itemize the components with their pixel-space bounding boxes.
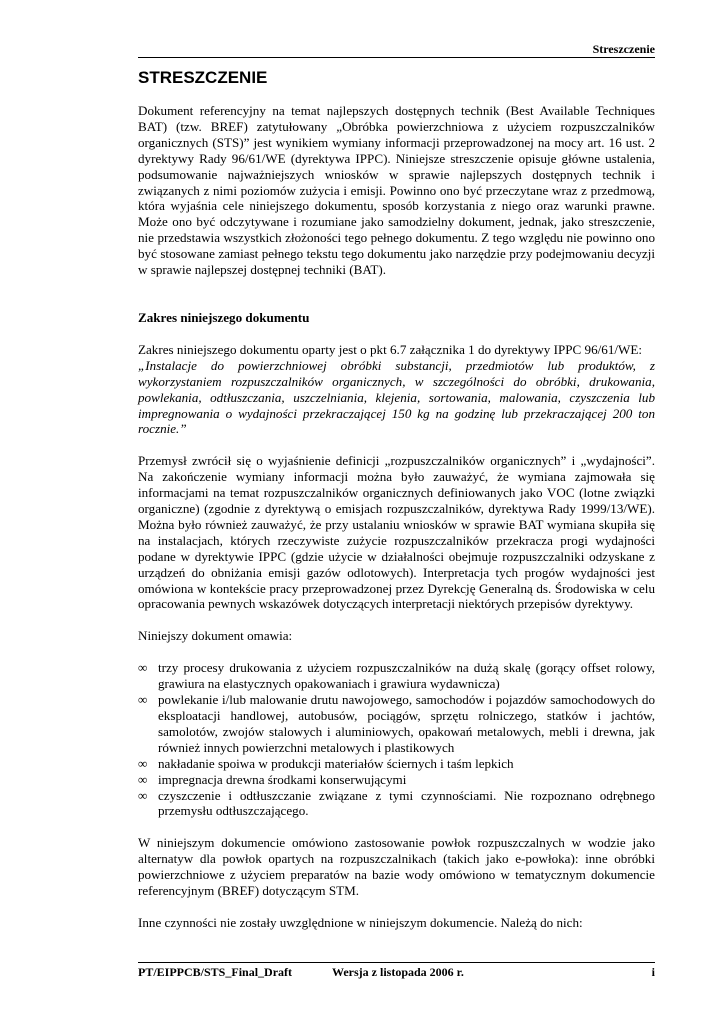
running-title: Streszczenie — [592, 42, 655, 56]
list-item — [138, 660, 655, 692]
list-item — [138, 756, 655, 772]
footer-version: Wersja z listopada 2006 r. — [332, 965, 464, 979]
list-item — [138, 772, 655, 788]
bullet-icon: ∞ — [138, 787, 148, 803]
water-paragraph: W niniejszym dokumencie omówiono zastosowanie powłok rozpuszczalnych w wodzie jako alternatyw dla powłok opartych na rozpuszczalnikach (takich jako e-powłoka): inne obróbki powierzchniowe z użyciem preparatów na bazie wody omówiono w tematycznym dokumencie referencyjnym (BREF) dotyczącym STM. — [138, 835, 655, 899]
list-item-text: nakładanie spoiwa w produkcji materiałów ściernych i taśm lepkich — [158, 755, 514, 771]
document-body — [138, 103, 655, 947]
scope-quote: „Instalacje do powierzchniowej obróbki substancji, przedmiotów lub produktów, z wykorzystaniem rozpuszczalników organicznych, w szczególności do obróbki, drukowania, powlekania, odtłuszczania, uszczelniania, klejenia, sortowania, malowania, czyszczenia lub impregnowania o wydajności przekraczającej 150 kg na godzinę lub przekraczającej 200 ton rocznie.” — [138, 357, 655, 437]
list-item — [138, 788, 655, 820]
bullet-icon: ∞ — [138, 755, 148, 771]
footer-page-number: i — [651, 965, 655, 979]
list-item — [138, 692, 655, 756]
covers-intro: Niniejszy dokument omawia: — [138, 628, 293, 644]
scope-heading: Zakres niniejszego dokumentu — [138, 309, 310, 325]
bullet-icon: ∞ — [138, 692, 148, 708]
intro-paragraph: Dokument referencyjny na temat najlepszych dostępnych technik (Best Available Techniques BAT) (tzw. BREF) zatytułowany „Obróbka powierzchniowa z użyciem rozpuszczalników organicznych (STS)” jest wynikiem wymiany informacji przeprowadzonej na mocy art. 16 ust. 2 dyrektywy Rady 96/61/WE (dyrektywa IPPC). Niniejsze streszczenie opisuje główne ustalenia, podsumowanie najważniejszych wniosków w sprawie najlepszych dostępnych technik i związanych z nimi poziomów zużycia i emisji. Powinno ono być przeczytane wraz z przedmową, która wyjaśnia cele niniejszego dokumentu, sposób korzystania z niego oraz warunki prawne. Może ono być odczytywane i rozumiane jako samodzielny dokument, jednak, jako streszczenie, nie przedstawia wszystkich złożoności tego pełnego dokumentu. Z tego względu nie powinno ono być stosowane zamiast pełnego tekstu tego dokumentu jako narzędzie przy podejmowaniu decyzji w sprawie najlepszej dostępnej techniki (BAT). — [138, 103, 655, 278]
bullet-icon: ∞ — [138, 660, 148, 676]
list-item-text: czyszczenie i odtłuszczanie związane z tymi czynnościami. Nie rozpoznano odrębnego przemysłu odtłuszczającego. — [158, 787, 655, 819]
page-footer — [138, 962, 655, 979]
running-header — [138, 42, 655, 58]
other-paragraph: Inne czynności nie zostały uwzględnione w niniejszym dokumencie. Należą do nich: — [138, 914, 583, 930]
covers-list — [138, 660, 655, 819]
bullet-icon: ∞ — [138, 771, 148, 787]
industry-paragraph: Przemysł zwrócił się o wyjaśnienie definicji „rozpuszczalników organicznych” i „wydajności”. Na zakończenie wymiany informacji można było zauważyć, że wymiana zajmowała się informacjami na temat rozpuszczalników organicznych definiowanych jako VOC (lotne związki organiczne) (zgodnie z dyrektywą o emisjach rozpuszczalników, dyrektywa Rady 1999/13/WE). Można było również zauważyć, że przy ustalaniu wniosków w sprawie BAT wymiana skupiła się na instalacjach, których rzeczywiste zużycie rozpuszczalników przekracza progi wydajności podane w dyrektywie IPPC (gdzie użycie w działalności obejmuje rozpuszczalniki odzyskane z urządzeń do obniżania emisji gazów odlotowych). Interpretacja tych progów wydajności jest omówiona w kontekście pracy przeprowadzonej przez Dyrekcję Generalną ds. Środowiska w celu opracowania pewnych wskazówek dotyczących interpretacji niektórych przepisów dyrektywy. — [138, 453, 655, 612]
list-item-text: powlekanie i/lub malowanie drutu nawojowego, samochodów i pojazdów samochodowych do eksploatacji handlowej, autobusów, pociągów, sprzętu rolniczego, statków i jachtów, samolotów, zwojów stalowych i aluminiowych, opakowań metalowych, mebli i drewna, jak również innych powierzchni metalowych i plastikowych — [158, 692, 655, 755]
page-title: STRESZCZENIE — [138, 68, 268, 87]
scope-lead: Zakres niniejszego dokumentu oparty jest o pkt 6.7 załącznika 1 do dyrektywy IPPC 96/61/WE: — [138, 341, 643, 357]
list-item-text: impregnacja drewna środkami konserwującymi — [158, 771, 407, 787]
list-item-text: trzy procesy drukowania z użyciem rozpuszczalników na dużą skalę (gorący offset rolowy, grawiura na elastycznych opakowaniach i grawiura wydawnicza) — [158, 660, 655, 692]
footer-doc-id: PT/EIPPCB/STS_Final_Draft — [138, 965, 293, 979]
